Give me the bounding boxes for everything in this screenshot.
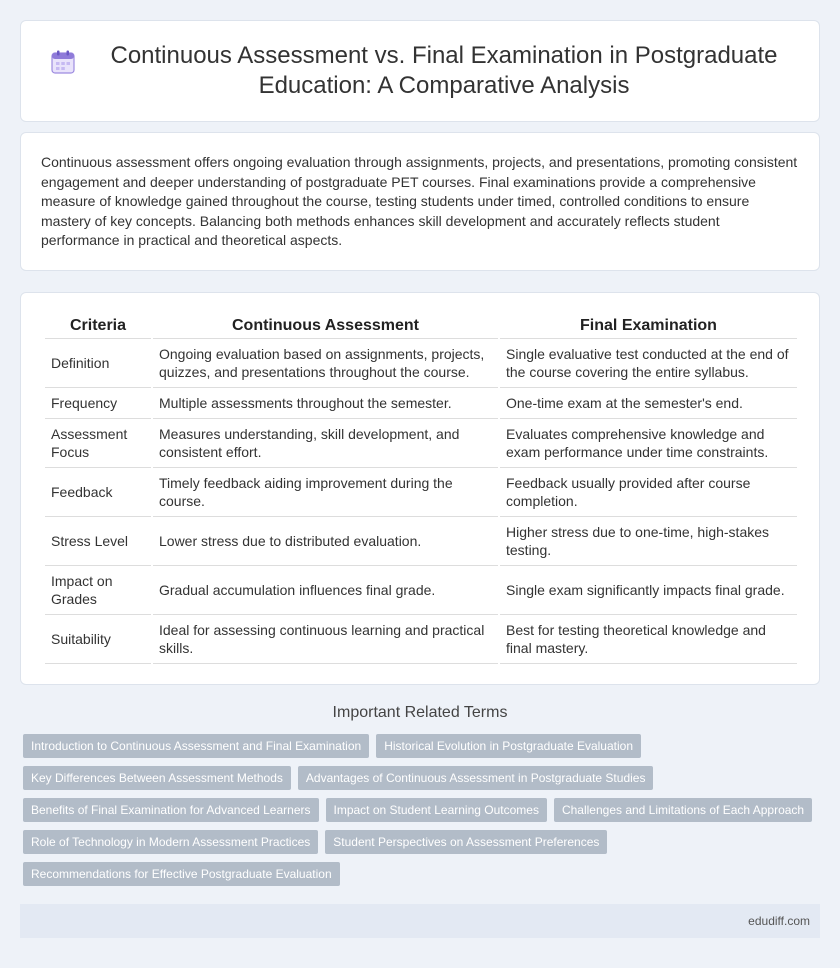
table-row	[45, 517, 797, 566]
related-term-tag[interactable]: Advantages of Continuous Assessment in Postgraduate Studies	[298, 766, 654, 790]
related-term-tag[interactable]: Role of Technology in Modern Assessment Practices	[23, 830, 318, 854]
related-term-tag[interactable]: Impact on Student Learning Outcomes	[326, 798, 547, 822]
related-term-tag[interactable]: Benefits of Final Examination for Advanced Learners	[23, 798, 319, 822]
row-final: Evaluates comprehensive knowledge and exam performance under time constraints.	[500, 419, 797, 468]
row-criteria: Assessment Focus	[45, 419, 151, 468]
footer	[20, 904, 820, 938]
table-header-row	[45, 313, 797, 339]
related-term-tag[interactable]: Historical Evolution in Postgraduate Evaluation	[376, 734, 641, 758]
row-criteria: Definition	[45, 339, 151, 388]
row-criteria: Impact on Grades	[45, 566, 151, 615]
row-final: One-time exam at the semester's end.	[500, 388, 797, 419]
row-criteria: Suitability	[45, 615, 151, 664]
row-final: Single evaluative test conducted at the end of the course covering the entire syllabus.	[500, 339, 797, 388]
row-criteria: Frequency	[45, 388, 151, 419]
row-continuous: Multiple assessments throughout the semester.	[153, 388, 498, 419]
related-terms-list	[0, 734, 840, 894]
table-row	[45, 615, 797, 664]
row-continuous: Lower stress due to distributed evaluation.	[153, 517, 498, 566]
row-continuous: Measures understanding, skill development, and consistent effort.	[153, 419, 498, 468]
header-final: Final Examination	[500, 313, 797, 339]
row-criteria: Feedback	[45, 468, 151, 517]
title-wrap	[50, 41, 790, 101]
related-term-tag[interactable]: Recommendations for Effective Postgraduate Evaluation	[23, 862, 340, 886]
row-continuous: Ideal for assessing continuous learning and practical skills.	[153, 615, 498, 664]
comparison-table	[43, 313, 799, 664]
related-term-tag[interactable]: Introduction to Continuous Assessment and Final Examination	[23, 734, 369, 758]
row-criteria: Stress Level	[45, 517, 151, 566]
row-final: Higher stress due to one-time, high-stakes testing.	[500, 517, 797, 566]
row-final: Feedback usually provided after course completion.	[500, 468, 797, 517]
header-criteria: Criteria	[45, 313, 151, 339]
row-final: Single exam significantly impacts final grade.	[500, 566, 797, 615]
row-continuous: Gradual accumulation influences final grade.	[153, 566, 498, 615]
table-row	[45, 339, 797, 388]
table-row	[45, 468, 797, 517]
row-continuous: Ongoing evaluation based on assignments, projects, quizzes, and presentations throughout the course.	[153, 339, 498, 388]
intro-card	[20, 132, 820, 271]
calendar-icon	[50, 49, 76, 80]
related-terms-section	[0, 704, 840, 894]
row-final: Best for testing theoretical knowledge and final mastery.	[500, 615, 797, 664]
page-title: Continuous Assessment vs. Final Examination in Postgraduate Education: A Comparative Analysis	[110, 42, 778, 99]
header-continuous: Continuous Assessment	[153, 313, 498, 339]
related-term-tag[interactable]: Key Differences Between Assessment Methods	[23, 766, 291, 790]
related-terms-heading: Important Related Terms	[332, 704, 508, 721]
table-row	[45, 388, 797, 419]
related-term-tag[interactable]: Student Perspectives on Assessment Preferences	[325, 830, 607, 854]
table-row	[45, 419, 797, 468]
comparison-card	[20, 292, 820, 685]
row-continuous: Timely feedback aiding improvement during the course.	[153, 468, 498, 517]
intro-paragraph: Continuous assessment offers ongoing evaluation through assignments, projects, and presentations, promoting consistent engagement and deeper understanding of postgraduate PET courses. Final examinations provide a comprehensive measure of knowledge gained throughout the course, testing students under timed, controlled conditions to ensure mastery of key concepts. Balancing both methods enhances skill development and accurately reflects student performance in practical and theoretical aspects.	[41, 154, 798, 248]
title-card	[20, 20, 820, 122]
footer-site-link[interactable]: edudiff.com	[748, 914, 810, 928]
table-row	[45, 566, 797, 615]
related-term-tag[interactable]: Challenges and Limitations of Each Approach	[554, 798, 812, 822]
